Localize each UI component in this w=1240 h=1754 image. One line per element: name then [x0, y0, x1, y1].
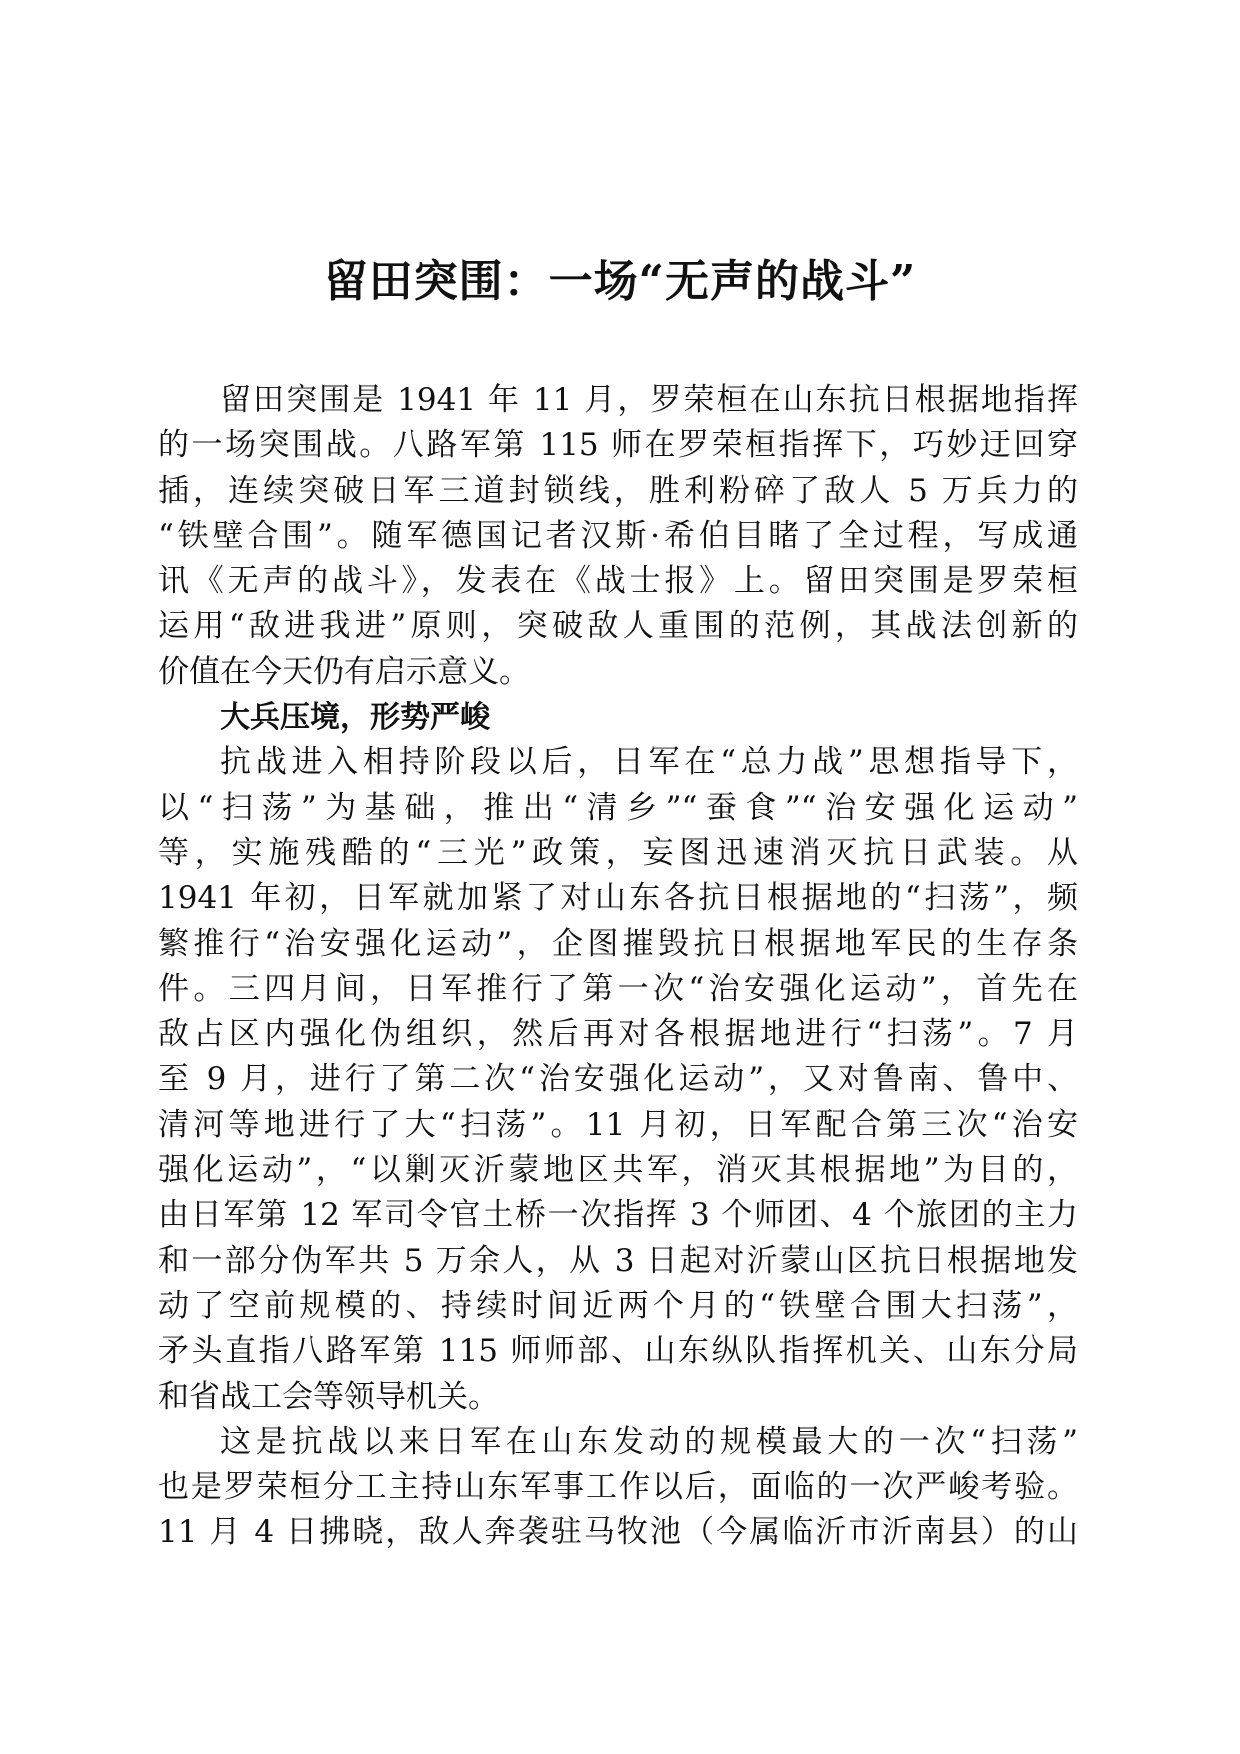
text-line: 的一场突围战。八路军第 115 师在罗荣桓指挥下，巧妙迂回穿 — [158, 427, 1078, 464]
text-line: 留田突围是 1941 年 11 月，罗荣桓在山东抗日根据地指挥 — [220, 382, 1078, 418]
text-line: 至 9 月，进行了第二次“治安强化运动”，又对鲁南、鲁中、 — [158, 1061, 1078, 1098]
page-title: 留田突围：一场“无声的战斗” — [323, 256, 917, 307]
text-line: 价值在今天仍有启示意义。 — [158, 653, 530, 690]
text-line: 抗战进入相持阶段以后，日军在“总力战”思想指导下， — [220, 744, 1078, 781]
text-line: 11 月 4 日拂晓，敌人奔袭驻马牧池（今属临沂市沂南县）的山 — [158, 1514, 1078, 1551]
text-line: 矛头直指八路军第 115 师师部、山东纵队指挥机关、山东分局 — [158, 1333, 1078, 1370]
text-line: 件。三四月间，日军推行了第一次“治安强化运动”，首先在 — [158, 970, 1078, 1007]
text-line: 清河等地进行了大“扫荡”。11 月初，日军配合第三次“治安 — [158, 1106, 1078, 1143]
text-line: 1941 年初，日军就加紧了对山东各抗日根据地的“扫荡”，频 — [158, 880, 1078, 917]
text-line: 敌占区内强化伪组织，然后再对各根据地进行“扫荡”。7 月 — [158, 1016, 1078, 1053]
text-line: 和一部分伪军共 5 万余人，从 3 日起对沂蒙山区抗日根据地发 — [158, 1242, 1078, 1279]
text-line: 插，连续突破日军三道封锁线，胜利粉碎了敌人 5 万兵力的 — [158, 472, 1078, 509]
section-heading: 大兵压境，形势严峻 — [220, 700, 490, 736]
text-line: 繁推行“治安强化运动”，企图摧毁抗日根据地军民的生存条 — [158, 925, 1078, 962]
text-line: 这是抗战以来日军在山东发动的规模最大的一次“扫荡” — [220, 1423, 1078, 1460]
text-line: 动了空前规模的、持续时间近两个月的“铁壁合围大扫荡”， — [158, 1287, 1078, 1324]
text-line: 强化运动”，“以剿灭沂蒙地区共军，消灭其根据地”为目的， — [158, 1152, 1078, 1189]
text-line: 由日军第 12 军司令官土桥一次指挥 3 个师团、4 个旅团的主力 — [158, 1197, 1078, 1234]
text-line: 运用“敌进我进”原则，突破敌人重围的范例，其战法创新的 — [158, 608, 1078, 645]
text-line: 等，实施残酷的“三光”政策，妄图迅速消灭抗日武装。从 — [158, 834, 1078, 871]
text-line: 讯《无声的战斗》，发表在《战士报》上。留田突围是罗荣桓 — [158, 563, 1078, 600]
text-line: 以“扫荡”为基础，推出“清乡”“蚕食”“治安强化运动” — [158, 789, 1078, 826]
article-body — [158, 378, 1078, 1556]
text-line: 也是罗荣桓分工主持山东军事工作以后，面临的一次严峻考验。 — [158, 1469, 1078, 1506]
text-line: “铁壁合围”。随军德国记者汉斯·希伯目睹了全过程，写成通 — [158, 517, 1078, 554]
text-line: 和省战工会等领导机关。 — [158, 1378, 499, 1415]
